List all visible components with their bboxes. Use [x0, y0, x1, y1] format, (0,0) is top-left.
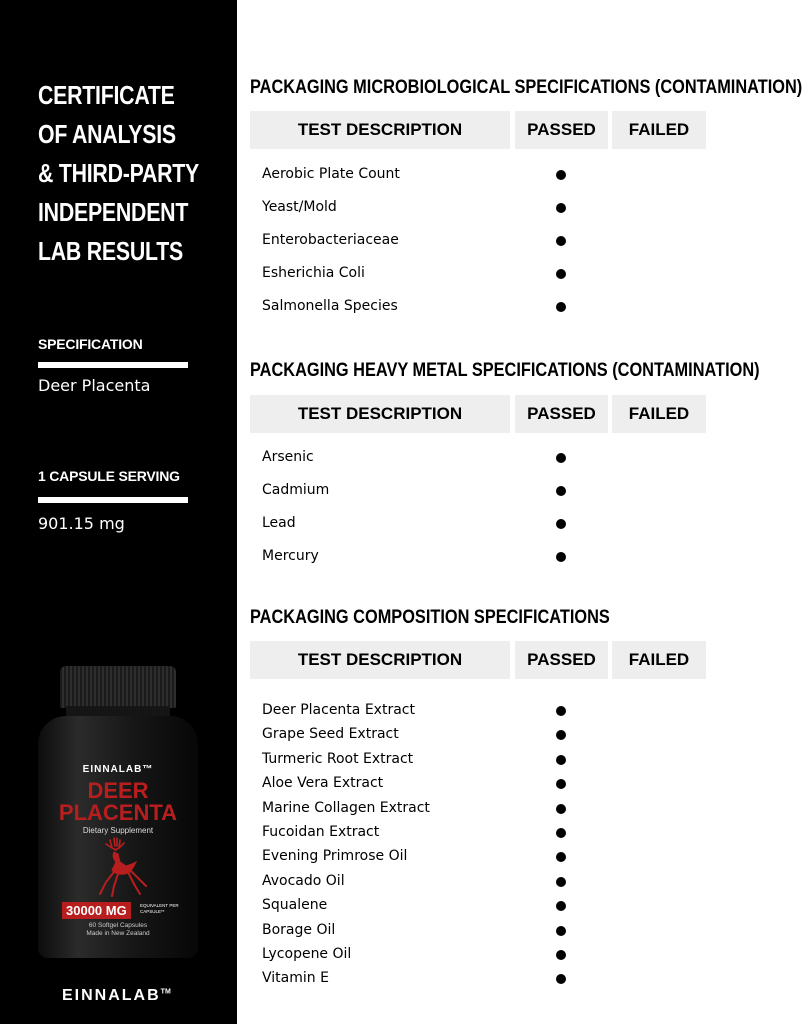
bottle-count-text: 60 Softgel Capsules — [88, 922, 148, 929]
serving-divider — [38, 497, 188, 503]
title-line: INDEPENDENT — [38, 197, 189, 227]
bottle-count — [36, 922, 200, 938]
column-header-description: TEST DESCRIPTION — [250, 641, 510, 679]
passed-mark-icon — [556, 926, 566, 936]
brand-logo-text: EINNALAB — [62, 987, 161, 1004]
bottle-subtitle: Dietary Supplement — [82, 826, 154, 835]
column-header-failed: FAILED — [612, 111, 706, 149]
section-title: PACKAGING MICROBIOLOGICAL SPECIFICATIONS (CONTAMINATION) — [250, 77, 802, 98]
product-bottle-image — [36, 666, 200, 962]
column-header-failed: FAILED — [612, 395, 706, 433]
test-row-label: Lead — [262, 515, 296, 531]
test-row-label: Deer Placenta Extract — [262, 702, 415, 718]
passed-mark-icon — [556, 804, 566, 814]
passed-mark-icon — [556, 779, 566, 789]
passed-mark-icon — [556, 486, 566, 496]
passed-mark-icon — [556, 706, 566, 716]
title-line: & THIRD-PARTY — [38, 158, 200, 188]
passed-mark-icon — [556, 453, 566, 463]
test-row-label: Esherichia Coli — [262, 265, 365, 281]
test-row-label: Vitamin E — [262, 970, 329, 987]
passed-mark-icon — [556, 877, 566, 887]
test-row-label: Evening Primrose Oil — [262, 848, 408, 865]
test-row-label: Fucoidan Extract — [262, 824, 380, 840]
test-row-label: Borage Oil — [262, 921, 336, 938]
test-row-label: Enterobacteriaceae — [262, 232, 399, 248]
serving-label: 1 CAPSULE SERVING — [38, 468, 180, 484]
test-row-label: Avocado Oil — [262, 872, 345, 889]
section-title: PACKAGING COMPOSITION SPECIFICATIONS — [250, 607, 610, 628]
column-header-passed: PASSED — [515, 111, 608, 149]
passed-mark-icon — [556, 974, 566, 984]
test-row-label: Squalene — [262, 897, 328, 914]
passed-mark-icon — [556, 950, 566, 960]
bottle-brand: EINNALAB™ — [82, 764, 154, 775]
test-row-label: Aloe Vera Extract — [262, 775, 384, 792]
column-header-description: TEST DESCRIPTION — [250, 111, 510, 149]
left-panel — [0, 0, 237, 1024]
test-row-label: Lycopene Oil — [262, 946, 352, 962]
specification-divider — [38, 362, 188, 368]
test-row-label: Salmonella Species — [262, 298, 398, 314]
specification-value: Deer Placenta — [38, 376, 151, 395]
passed-mark-icon — [556, 552, 566, 562]
deer-icon — [90, 836, 150, 898]
test-row-label: Yeast/Mold — [262, 199, 337, 215]
section-title: PACKAGING HEAVY METAL SPECIFICATIONS (CONTAMINATION) — [250, 360, 760, 381]
passed-mark-icon — [556, 519, 566, 529]
test-row-label: Aerobic Plate Count — [262, 166, 400, 182]
test-row-label: Grape Seed Extract — [262, 726, 399, 743]
title-line: OF ANALYSIS — [38, 119, 176, 149]
bottle-name-line2: PLACENTA — [58, 800, 178, 825]
test-row-label: Arsenic — [262, 449, 314, 465]
passed-mark-icon — [556, 302, 566, 312]
passed-mark-icon — [556, 901, 566, 911]
serving-value: 901.15 mg — [38, 514, 125, 533]
passed-mark-icon — [556, 203, 566, 213]
column-header-passed: PASSED — [515, 641, 608, 679]
test-row-label: Marine Collagen Extract — [262, 799, 430, 816]
bottle-origin: Made in New Zealand — [86, 930, 150, 937]
title-line: LAB RESULTS — [38, 236, 183, 266]
certificate-title — [38, 76, 200, 271]
test-row-label: Mercury — [262, 548, 319, 564]
test-row-label: Turmeric Root Extract — [262, 750, 414, 767]
column-header-description: TEST DESCRIPTION — [250, 395, 510, 433]
title-line: CERTIFICATE — [38, 80, 175, 110]
bottle-dose-note: EQUIVALENT PER CAPSULE** — [140, 903, 179, 914]
specification-label: SPECIFICATION — [38, 336, 143, 352]
column-header-passed: PASSED — [515, 395, 608, 433]
brand-logo-mark: TM — [160, 988, 171, 996]
brand-logo — [62, 987, 171, 1005]
passed-mark-icon — [556, 236, 566, 246]
passed-mark-icon — [556, 170, 566, 180]
passed-mark-icon — [556, 730, 566, 740]
passed-mark-icon — [556, 755, 566, 765]
passed-mark-icon — [556, 269, 566, 279]
test-row-label: Cadmium — [262, 482, 330, 498]
bottle-dose: 30000 MG — [62, 902, 131, 919]
bottle-name-line1: DEER — [87, 778, 149, 803]
passed-mark-icon — [556, 828, 566, 838]
passed-mark-icon — [556, 852, 566, 862]
column-header-failed: FAILED — [612, 641, 706, 679]
bottle-cap — [60, 666, 176, 708]
